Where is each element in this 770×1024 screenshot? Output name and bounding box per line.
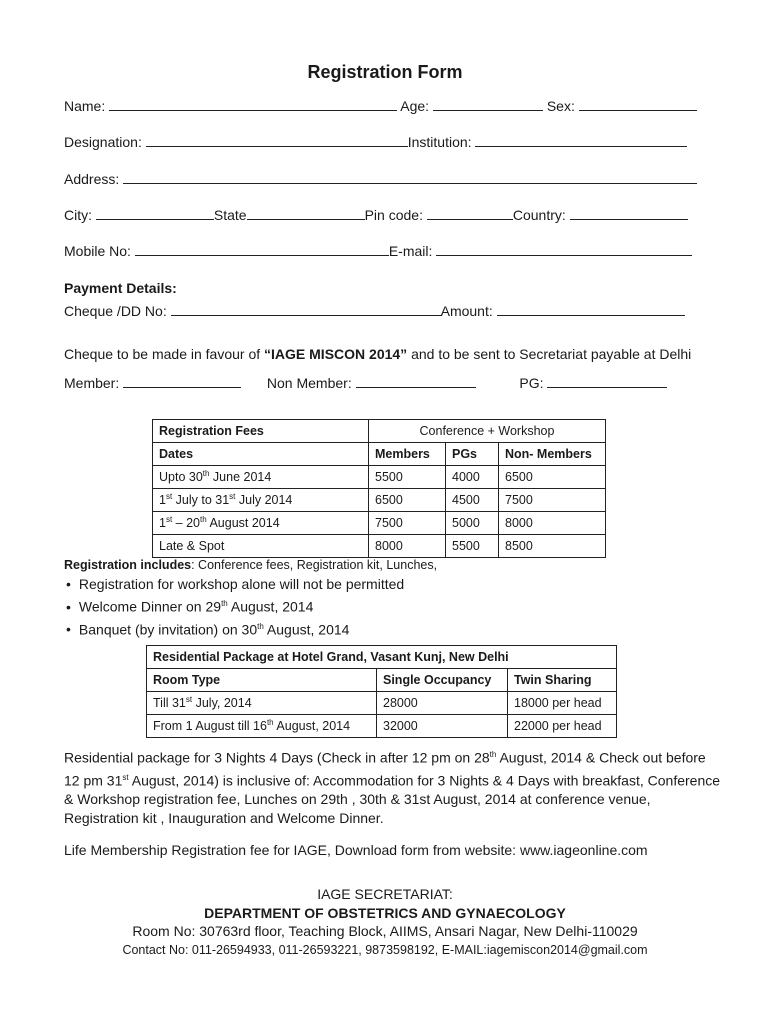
cheque-note <box>64 346 691 362</box>
col-pgs: PGs <box>446 443 499 466</box>
cheque-label: Cheque /DD No: <box>64 303 167 319</box>
table-row <box>153 443 606 466</box>
sex-label: Sex: <box>546 98 575 114</box>
members-cell: 5500 <box>369 466 446 489</box>
col-room-type: Room Type <box>147 669 377 692</box>
room-type-cell: From 1 August till 16th August, 2014 <box>147 715 377 738</box>
table-row <box>153 466 606 489</box>
single-cell: 32000 <box>377 715 508 738</box>
name-field[interactable] <box>109 98 397 111</box>
member-label: Member: <box>64 375 120 391</box>
single-cell: 28000 <box>377 692 508 715</box>
address-field[interactable] <box>123 171 697 184</box>
footer-secretariat: IAGE SECRETARIAT: <box>317 886 453 902</box>
pin-label: Pin code: <box>364 207 423 223</box>
sex-field[interactable] <box>579 98 697 111</box>
page-title: Registration Form <box>307 62 463 82</box>
designation-label: Designation: <box>64 134 142 150</box>
col-twin: Twin Sharing <box>508 669 617 692</box>
table-row <box>153 512 606 535</box>
includes-text: : Conference fees, Registration kit, Lunches, <box>191 558 438 572</box>
city-label: City: <box>64 207 92 223</box>
residential-table <box>146 645 617 738</box>
date-cell: 1st July to 31st July 2014 <box>153 489 369 512</box>
pgs-cell: 5500 <box>446 535 499 558</box>
membership-note: Life Membership Registration fee for IAGE, Download form from website: www.iageonline.com <box>64 842 648 858</box>
pgs-cell: 4500 <box>446 489 499 512</box>
amount-label: Amount: <box>440 303 493 319</box>
note-pre: Cheque to be made in favour of <box>64 346 261 362</box>
twin-cell: 22000 per head <box>508 715 617 738</box>
fees-header: Registration Fees <box>153 420 369 443</box>
non-members-cell: 7500 <box>499 489 606 512</box>
col-single: Single Occupancy <box>377 669 508 692</box>
room-type-cell: Till 31st July, 2014 <box>147 692 377 715</box>
email-field[interactable] <box>436 243 692 256</box>
fees-header-span: Conference + Workshop <box>369 420 606 443</box>
residential-header: Residential Package at Hotel Grand, Vasant Kunj, New Delhi <box>147 646 617 669</box>
address-label: Address: <box>64 171 120 187</box>
non-member-field[interactable] <box>356 375 476 388</box>
non-members-cell: 6500 <box>499 466 606 489</box>
twin-cell: 18000 per head <box>508 692 617 715</box>
date-cell: Upto 30th June 2014 <box>153 466 369 489</box>
state-field[interactable] <box>247 207 365 220</box>
name-row <box>64 98 697 114</box>
table-row <box>147 669 617 692</box>
pgs-cell: 5000 <box>446 512 499 535</box>
footer-contact: Contact No: 011-26594933, 011-26593221, 9873598192, E-MAIL:iagemiscon2014@gmail.com <box>122 943 648 957</box>
member-type-row <box>64 375 667 391</box>
table-row <box>153 420 606 443</box>
mobile-row <box>64 243 692 259</box>
list-item: • Welcome Dinner on 29th August, 2014 <box>64 594 404 617</box>
city-field[interactable] <box>96 207 214 220</box>
list-item: • Banquet (by invitation) on 30th August, 2014 <box>64 617 404 640</box>
col-members: Members <box>369 443 446 466</box>
includes-list <box>64 575 404 639</box>
state-label: State <box>213 207 247 223</box>
col-dates: Dates <box>153 443 369 466</box>
includes-line <box>64 558 437 572</box>
non-member-label: Non Member: <box>266 375 352 391</box>
country-field[interactable] <box>570 207 688 220</box>
fees-table <box>152 419 606 558</box>
note-bold: “IAGE MISCON 2014” <box>264 346 408 362</box>
footer-department: DEPARTMENT OF OBSTETRICS AND GYNAECOLOGY <box>204 905 566 921</box>
note-post: and to be sent to Secretariat payable at Delhi <box>411 346 692 362</box>
pgs-cell: 4000 <box>446 466 499 489</box>
country-label: Country: <box>512 207 566 223</box>
date-cell: Late & Spot <box>153 535 369 558</box>
non-members-cell: 8000 <box>499 512 606 535</box>
name-label: Name: <box>64 98 106 114</box>
pin-field[interactable] <box>427 207 513 220</box>
institution-label: Institution: <box>407 134 472 150</box>
col-non-members: Non- Members <box>499 443 606 466</box>
members-cell: 7500 <box>369 512 446 535</box>
pg-label: PG: <box>519 375 544 391</box>
cheque-field[interactable] <box>171 303 441 316</box>
members-cell: 6500 <box>369 489 446 512</box>
includes-label: Registration includes <box>64 558 192 572</box>
designation-field[interactable] <box>146 134 408 147</box>
amount-field[interactable] <box>497 303 685 316</box>
mobile-field[interactable] <box>135 243 389 256</box>
cheque-row <box>64 303 685 319</box>
city-row <box>64 207 688 223</box>
package-paragraph: Residential package for 3 Nights 4 Days (Check in after 12 pm on 28th August, 2014 & Check out before 12 pm 31st August, 2014) is inclusive of: Accommodation for 3 Nights & 4 Days with breakfast, Conference & Workshop registration fee, Lunches on 29th , 30th & 31st August, 2014 at conference venue, Registration kit , Inauguration and Welcome Dinner. <box>64 749 721 827</box>
non-members-cell: 8500 <box>499 535 606 558</box>
institution-field[interactable] <box>475 134 687 147</box>
table-row <box>153 489 606 512</box>
date-cell: 1st – 20th August 2014 <box>153 512 369 535</box>
table-row <box>153 535 606 558</box>
address-row <box>64 171 697 187</box>
payment-heading: Payment Details: <box>64 280 177 296</box>
member-field[interactable] <box>123 375 241 388</box>
table-row <box>147 692 617 715</box>
members-cell: 8000 <box>369 535 446 558</box>
table-row <box>147 646 617 669</box>
mobile-label: Mobile No: <box>64 243 131 259</box>
age-label: Age: <box>400 98 430 114</box>
list-item: • Registration for workshop alone will not be permitted <box>64 575 404 594</box>
email-label: E-mail: <box>388 243 433 259</box>
table-row <box>147 715 617 738</box>
age-field[interactable] <box>433 98 543 111</box>
pg-field[interactable] <box>547 375 667 388</box>
footer-address: Room No: 30763rd floor, Teaching Block, AIIMS, Ansari Nagar, New Delhi-110029 <box>132 923 638 939</box>
designation-row <box>64 134 687 150</box>
